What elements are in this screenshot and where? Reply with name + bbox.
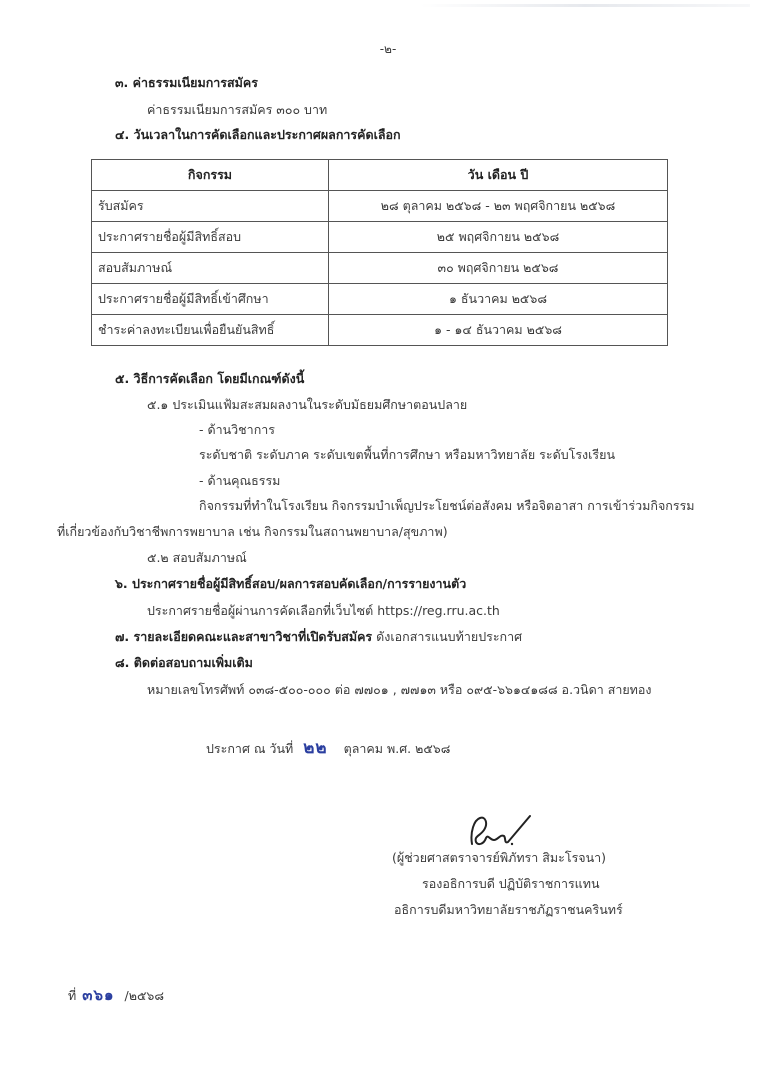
section-6-heading: ๖. ประกาศรายชื่อผู้มีสิทธิ์สอบ/ผลการสอบคัดเลือก/การรายงานตัว — [115, 576, 467, 591]
section-5-1-heading: ๕.๑ ประเมินแฟ้มสะสมผลงานในระดับมัธยมศึกษาตอนปลาย — [147, 397, 468, 412]
section-5-2-heading: ๕.๒ สอบสัมภาษณ์ — [147, 550, 247, 565]
section-5-heading: ๕. วิธีการคัดเลือก โดยมีเกณฑ์ดังนี้ — [115, 371, 305, 386]
activity-cell: รับสมัคร — [92, 191, 329, 222]
schedule-table — [91, 159, 668, 346]
column-header-date: วัน เดือน ปี — [329, 160, 668, 191]
section-3-heading: ๓. ค่าธรรมเนียมการสมัคร — [115, 75, 258, 90]
table-row — [92, 315, 668, 346]
section-8-contact: หมายเลขโทรศัพท์ ๐๓๘-๕๐๐-๐๐๐ ต่อ ๗๗๐๑ , ๗๗๑๓ หรือ ๐๙๕-๖๖๑๔๑๘๘ อ.วนิดา สายทอง — [147, 682, 652, 697]
activity-cell: ประกาศรายชื่อผู้มีสิทธิ์เข้าศึกษา — [92, 284, 329, 315]
moral-label: - ด้านคุณธรรม — [199, 473, 281, 488]
activity-cell: สอบสัมภาษณ์ — [92, 253, 329, 284]
handwritten-document-number: ๓๖๑ — [82, 986, 115, 1004]
section-7-line — [115, 631, 522, 644]
date-cell: ๒๘ ตุลาคม ๒๕๖๘ - ๒๓ พฤศจิกายน ๒๕๖๘ — [329, 191, 668, 222]
section-7-body: ดังเอกสารแนบท้ายประกาศ — [376, 629, 523, 644]
column-header-activity: กิจกรรม — [92, 160, 329, 191]
moral-body-line-2: ที่เกี่ยวข้องกับวิชาชีพการพยาบาล เช่น กิจกรรมในสถานพยาบาล/สุขภาพ) — [57, 524, 448, 539]
announcement-date-line — [206, 740, 450, 757]
signatory-position-line-2: อธิการบดีมหาวิทยาลัยราชภัฏราชนครินทร์ — [394, 902, 623, 917]
academic-body: ระดับชาติ ระดับภาค ระดับเขตพื้นที่การศึกษา หรือมหาวิทยาลัย ระดับโรงเรียน — [199, 447, 616, 462]
signature-icon — [460, 810, 540, 850]
handwritten-day: ๒๒ — [303, 738, 328, 758]
date-cell: ๒๕ พฤศจิกายน ๒๕๖๘ — [329, 222, 668, 253]
activity-cell: ชำระค่าลงทะเบียนเพื่อยืนยันสิทธิ์ — [92, 315, 329, 346]
date-cell: ๑ - ๑๔ ธันวาคม ๒๕๖๘ — [329, 315, 668, 346]
activity-cell: ประกาศรายชื่อผู้มีสิทธิ์สอบ — [92, 222, 329, 253]
table-row — [92, 253, 668, 284]
table-row — [92, 222, 668, 253]
signatory-position-line-1: รองอธิการบดี ปฏิบัติราชการแทน — [422, 876, 600, 891]
section-3-body: ค่าธรรมเนียมการสมัคร ๓๐๐ บาท — [147, 102, 328, 117]
document-reference — [68, 988, 164, 1003]
section-6-body: ประกาศรายชื่อผู้ผ่านการคัดเลือกที่เว็บไซต์ https://reg.rru.ac.th — [147, 603, 500, 618]
table-row — [92, 284, 668, 315]
date-cell: ๑ ธันวาคม ๒๕๖๘ — [329, 284, 668, 315]
academic-label: - ด้านวิชาการ — [199, 422, 275, 437]
scan-bleed-artifact — [420, 4, 750, 7]
document-ref-suffix: /๒๕๖๘ — [124, 988, 165, 1003]
moral-body-line-1: กิจกรรมที่ทำในโรงเรียน กิจกรรมบำเพ็ญประโยชน์ต่อสังคม หรือจิตอาสา การเข้าร่วมกิจกรรม — [199, 498, 695, 513]
table-row — [92, 191, 668, 222]
page-number: -๒- — [379, 42, 397, 56]
signatory-name: (ผู้ช่วยศาสตราจารย์พิภัทรา สิมะโรจนา) — [392, 850, 607, 865]
section-7-heading: ๗. รายละเอียดคณะและสาขาวิชาที่เปิดรับสมัคร — [115, 629, 373, 644]
document-ref-prefix: ที่ — [68, 988, 77, 1003]
announcement-prefix: ประกาศ ณ วันที่ — [206, 741, 294, 756]
section-8-heading: ๘. ติดต่อสอบถามเพิ่มเติม — [115, 655, 253, 670]
table-header-row — [92, 160, 668, 191]
section-4-heading: ๔. วันเวลาในการคัดเลือกและประกาศผลการคัดเลือก — [115, 127, 401, 142]
announcement-suffix: ตุลาคม พ.ศ. ๒๕๖๘ — [343, 741, 451, 756]
date-cell: ๓๐ พฤศจิกายน ๒๕๖๘ — [329, 253, 668, 284]
